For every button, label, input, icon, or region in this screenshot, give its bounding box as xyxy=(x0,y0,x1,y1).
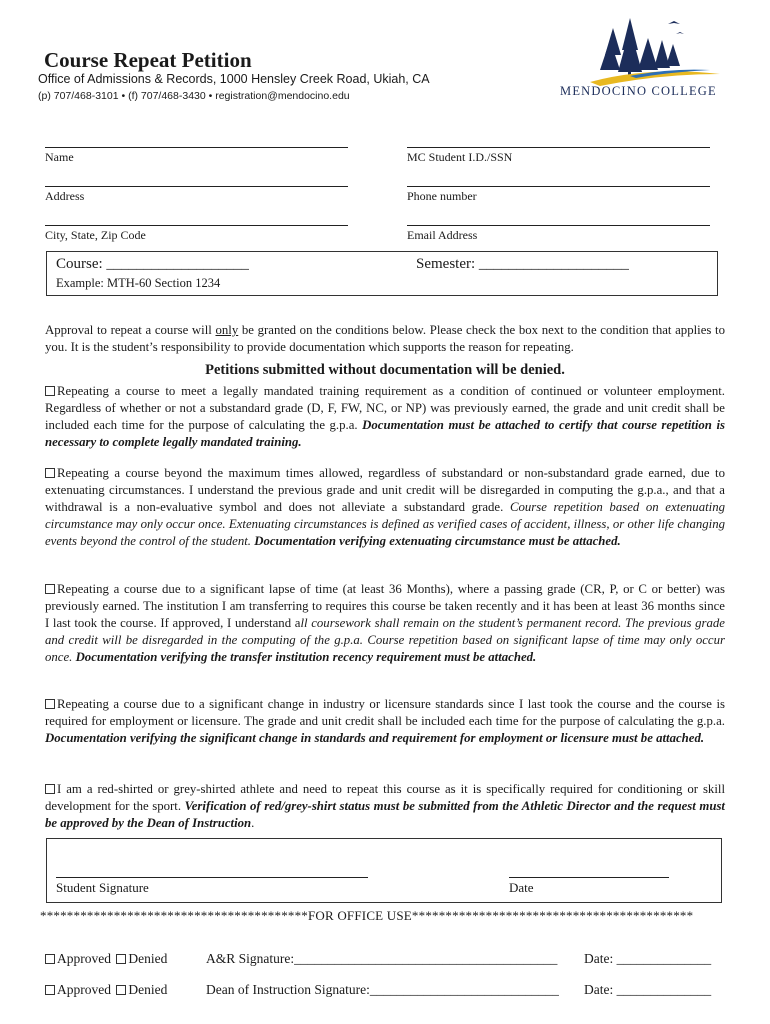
ar-signature-field[interactable]: A&R Signature:_______________________________________ xyxy=(206,951,558,966)
name-line[interactable] xyxy=(45,147,348,148)
trees-icon xyxy=(600,18,684,76)
city-line[interactable] xyxy=(45,225,348,226)
course-field[interactable]: Course: ___________________ xyxy=(56,256,249,272)
name-label: Name xyxy=(45,150,74,164)
email-label: Email Address xyxy=(407,228,478,242)
condition-2-note: Course repetition based on extenuating circumstance may only occur once. Extenuating circumstances is defined as verified cases of accident, illness, or other life changing events beyond the control of the student. xyxy=(45,500,725,548)
denied-label-2: Denied xyxy=(128,982,168,997)
office-row-1-status xyxy=(45,951,167,967)
checkbox-condition-1[interactable] xyxy=(45,386,55,396)
intro-part2: be granted on the conditions below. Please check the box next to the condition that applies to you. It is the student’s responsibility to provide documentation which supports the reason for repeating. xyxy=(45,323,725,354)
approved-checkbox-1[interactable] xyxy=(45,954,55,964)
condition-5-end: . xyxy=(251,816,255,830)
condition-5-requirement: Verification of red/grey-shirt status must be submitted from the Athletic Director and the request must be approved by the Dean of Instruction xyxy=(45,799,725,830)
phone-label: Phone number xyxy=(407,189,477,203)
ar-date-field[interactable]: Date: ______________ xyxy=(584,951,712,966)
address-label: Address xyxy=(45,189,85,203)
checkbox-condition-2[interactable] xyxy=(45,468,55,478)
form-title: Course Repeat Petition xyxy=(44,48,252,72)
condition-3-note: ll coursework shall remain on the student’s permanent record. The previous grade and credit will be disregarded in the computing of the g.p.a. Course repetition based on significant lapse of time may only occur once. xyxy=(45,616,725,664)
intro-part1: Approval to repeat a course will xyxy=(45,323,216,337)
course-example: Example: MTH-60 Section 1234 xyxy=(56,276,221,290)
denied-label-1: Denied xyxy=(128,951,168,966)
semester-field[interactable]: Semester: ____________________ xyxy=(416,256,629,272)
condition-3-text: Repeating a course due to a significant lapse of time (at least 36 Months), where a passing grade (CR, P, or C or better) was previously earned. The institution I am transferring to requires this course be taken recently and it has been at least 36 months since I last took the course. If approved, I understand a xyxy=(45,582,725,630)
email-line[interactable] xyxy=(407,225,710,226)
checkbox-condition-5[interactable] xyxy=(45,784,55,794)
condition-4 xyxy=(45,696,725,747)
student-signature-line[interactable] xyxy=(56,877,368,878)
office-row-2-status xyxy=(45,982,167,998)
condition-2-requirement: Documentation verifying extenuating circumstance must be attached. xyxy=(254,534,621,548)
address-line[interactable] xyxy=(45,186,348,187)
condition-3-requirement: Documentation verifying the transfer institution recency requirement must be attached. xyxy=(75,650,537,664)
phone-line[interactable] xyxy=(407,186,710,187)
condition-1-requirement: Documentation must be attached to certify that course repetition is necessary to complete legally mandated training. xyxy=(45,418,725,449)
checkbox-condition-3[interactable] xyxy=(45,584,55,594)
intro-only: only xyxy=(215,323,239,337)
condition-5-text: I am a red-shirted or grey-shirted athlete and need to repeat this course as it is specifically required for conditioning or skill development for the sport. xyxy=(45,782,725,813)
signature-date-line[interactable] xyxy=(509,877,669,878)
office-address: Office of Admissions & Records, 1000 Hensley Creek Road, Ukiah, CA xyxy=(38,72,430,86)
checkbox-condition-4[interactable] xyxy=(45,699,55,709)
denied-checkbox-1[interactable] xyxy=(116,954,126,964)
approved-label-1: Approved xyxy=(57,951,111,966)
condition-5 xyxy=(45,781,725,832)
signature-date-label: Date xyxy=(509,880,534,895)
city-label: City, State, Zip Code xyxy=(45,228,146,242)
approved-checkbox-2[interactable] xyxy=(45,985,55,995)
condition-3 xyxy=(45,581,725,666)
dean-signature-field[interactable]: Dean of Instruction Signature:____________________________ xyxy=(206,982,559,997)
condition-2-text: Repeating a course beyond the maximum times allowed, regardless of substandard or non-substandard grade earned, due to extenuating circumstances. I understand the previous grade and unit credit will be disregarded in computing the g.p.a., and that a withdrawal is a non-evaluative symbol and does not alleviate a substandard grade. xyxy=(45,466,725,514)
condition-4-text: Repeating a course due to a significant change in industry or licensure standards since I last took the course and the course is required for employment or licensure. The grade and unit credit shall be included each time for the purpose of calculating the g.p.a. xyxy=(45,697,725,728)
denied-checkbox-2[interactable] xyxy=(116,985,126,995)
intro-text xyxy=(45,322,725,356)
student-id-line[interactable] xyxy=(407,147,710,148)
approved-label-2: Approved xyxy=(57,982,111,997)
denial-heading: Petitions submitted without documentation will be denied. xyxy=(205,362,565,378)
dean-date-field[interactable]: Date: ______________ xyxy=(584,982,712,997)
condition-1 xyxy=(45,383,725,451)
condition-1-text: Repeating a course to meet a legally mandated training requirement as a condition of continued or volunteer employment. Regardless of whether or not a substandard grade (D, F, FW, NC, or NP) was previously earned, the grade and unit credit shall be included each time for the purpose of calculating the g.p.a. xyxy=(45,384,725,432)
student-id-label: MC Student I.D./SSN xyxy=(407,150,513,164)
office-use-banner: ****************************************FOR OFFICE USE****************************************** xyxy=(40,908,694,923)
condition-4-requirement: Documentation verifying the significant change in standards and requirement for employment or licensure must be attached. xyxy=(45,731,705,745)
student-signature-label: Student Signature xyxy=(56,880,149,895)
college-name: MENDOCINO COLLEGE xyxy=(560,84,717,98)
office-contact: (p) 707/468-3101 • (f) 707/468-3430 • registration@mendocino.edu xyxy=(38,90,350,102)
condition-2 xyxy=(45,465,725,550)
